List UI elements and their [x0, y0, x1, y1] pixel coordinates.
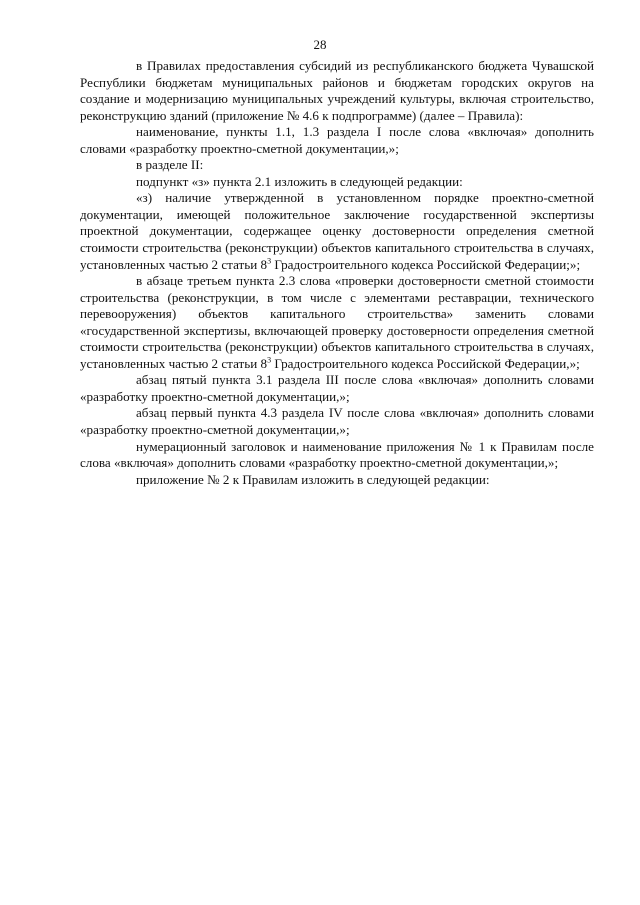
paragraph-3: в разделе II:: [136, 157, 204, 173]
superscript: 3: [267, 256, 272, 266]
page-number: 28: [313, 37, 327, 52]
paragraph-10: приложение № 2 к Правилам изложить в следующей редакции:: [136, 471, 490, 487]
paragraph-5-text: «з) наличие утвержденной в установленном порядке проектно-сметной документации, имеющей положительное заключение государственной экспертизы проектной документации, содержащее оценку достоверности определения сметной стоимости строительства (реконструкции) объектов капитального строительства в случаях, установленных частью 2 статьи 8: [80, 190, 594, 272]
paragraph-9: нумерационный заголовок и наименование приложения № 1 к Правилам после слова «включая» дополнить словами «разработку проектно-сметной документации,»;: [80, 438, 594, 471]
paragraph-6-text: в абзаце третьем пункта 2.3 слова «проверки достоверности сметной стоимости строительства (реконструкции, в том числе с элементами реставрации, технического перевооружения) объектов капитального строительства» заменить словами «государственной экспертизы, включающей проверку достоверности определения сметной стоимости строительства (реконструкции) объектов капитального строительства в случаях, установленных частью 2 статьи 8: [80, 273, 594, 371]
paragraph-1: в Правилах предоставления субсидий из республиканского бюджета Чувашской Республики бюджетам муниципальных районов и бюджетам городских округов на создание и модернизацию муниципальных учреждений культуры, включая строительство, реконструкцию зданий (приложение № 4.6 к подпрограмме) (далее – Правила):: [80, 58, 594, 123]
paragraph-7: абзац пятый пункта 3.1 раздела III после слова «включая» дополнить словами «разработку проектно-сметной документации,»;: [80, 372, 594, 404]
paragraph-5-tail: Градостроительного кодекса Российской Федерации;»;: [271, 256, 581, 272]
paragraph-4: подпункт «з» пункта 2.1 изложить в следующей редакции:: [136, 173, 463, 189]
paragraph-8: абзац первый пункта 4.3 раздела IV после слова «включая» дополнить словами «разработку проектно-сметной документации,»;: [80, 405, 594, 438]
paragraph-5: [80, 190, 594, 273]
paragraph-6-tail: Градостроительного кодекса Российской Федерации,»;: [271, 355, 580, 371]
paragraph-6: [80, 273, 594, 372]
document-body: [80, 58, 594, 488]
paragraph-2: наименование, пункты 1.1, 1.3 раздела I после слова «включая» дополнить словами «разработку проектно-сметной документации,»;: [80, 124, 594, 156]
superscript: 3: [267, 355, 272, 365]
